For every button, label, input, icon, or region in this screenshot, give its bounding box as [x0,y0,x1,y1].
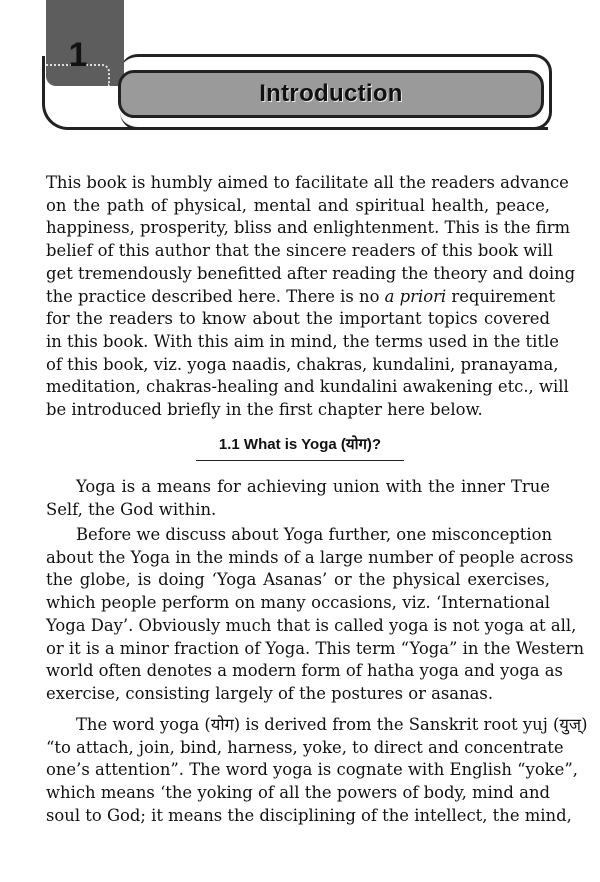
text-line: about the Yoga in the minds of a large number of people across [46,547,574,567]
chapter-number: 1 [68,36,88,74]
text-line: soul to God; it means the disciplining of the intellect, the mind, [46,805,572,825]
intro-paragraph [46,172,576,422]
text-line: which people perform on many occasions, viz. ‘International [46,593,550,613]
text-line: the practice described here. There is no a priori requirement [46,286,556,306]
text-line: Yoga Day’. Obviously much that is called yoga is not yoga at all, [46,615,577,635]
paragraph-yoga-definition [46,476,550,521]
text-line: in this book. With this aim in mind, the terms used in the title [46,331,559,351]
text-line: belief of this author that the sincere readers of this book will [46,241,554,261]
chapter-title-box [118,70,544,118]
text-line: meditation, chakras-healing and kundalini awakening etc., will [46,377,569,397]
text-line: The word yoga (योग) is derived from the Sanskrit root yuj (युज्) [76,715,588,734]
text-line: world often denotes a modern form of hatha yoga and yoga as [46,661,563,681]
text-line: be introduced briefly in the first chapter here below. [46,400,483,420]
emphasis-a-priori: a priori [384,286,447,306]
text-line: one’s attention”. The word yoga is cognate with English “yoke”, [46,760,578,780]
text-line: of this book, viz. yoga naadis, chakras, kundalini, pranayama, [46,354,559,374]
text-line: the globe, is doing ‘Yoga Asanas’ or the physical exercises, [46,570,550,590]
text-line: Before we discuss about Yoga further, one misconception [76,525,553,544]
paragraph-misconception [46,524,584,706]
text-line: get tremendously benefitted after reading the theory and doing [46,263,576,283]
text-line: happiness, prosperity, bliss and enlightenment. This is the firm [46,218,571,238]
text-line: or it is a minor fraction of Yoga. This term “Yoga” in the Western [46,638,584,658]
text-line: on the path of physical, mental and spiritual health, peace, [46,195,550,215]
chapter-title: Introduction [259,80,403,107]
text-line: for the readers to know about the important topics covered [46,309,550,329]
paragraph-etymology [46,714,588,828]
section-heading: 1.1 What is Yoga (योग)? [218,436,382,453]
text-line: exercise, consisting largely of the postures or asanas. [46,683,494,703]
text-line: “to attach, join, bind, harness, yoke, to direct and concentrate [46,737,564,757]
text-line: Yoga is a means for achieving union with the inner True [76,477,550,496]
text-line: Self, the God within. [46,499,217,519]
section-heading-underline [196,460,404,461]
text-line: which means ‘the yoking of all the powers of body, mind and [46,783,550,803]
text-line: This book is humbly aimed to facilitate all the readers advance [46,173,569,192]
